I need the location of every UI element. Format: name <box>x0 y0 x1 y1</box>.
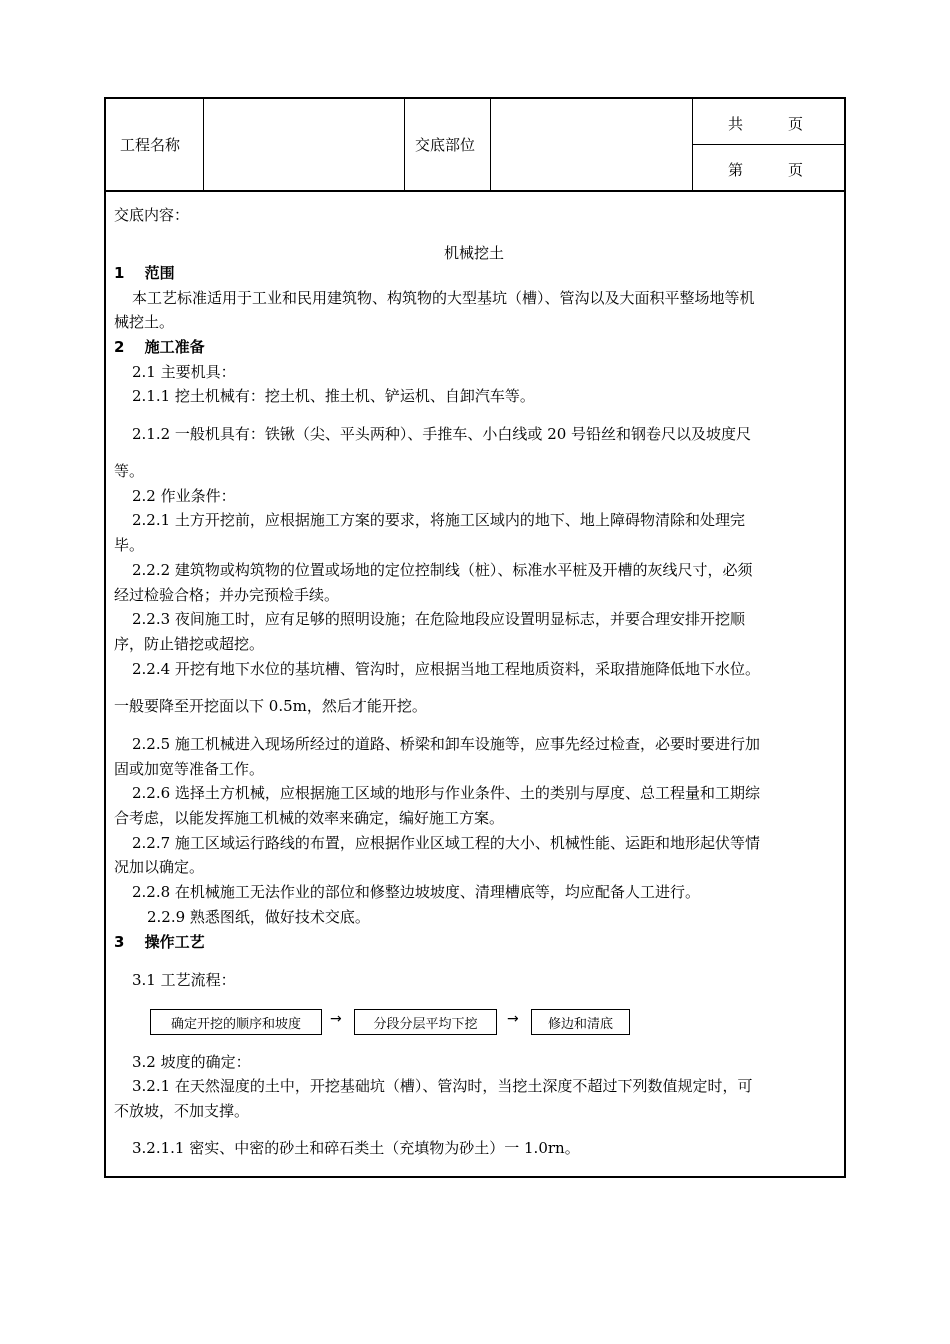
paragraph-line: 固或加宽等准备工作。 <box>114 760 265 778</box>
paragraph-line: 2.2.8 在机械施工无法作业的部位和修整边坡坡度、清理槽底等，均应配备人工进行。 <box>132 883 700 901</box>
header-col-divider-2 <box>404 97 405 191</box>
paragraph-line: 合考虑，以能发挥施工机械的效率来确定，编好施工方案。 <box>114 809 505 827</box>
disclosure-part-label: 交底部位 <box>415 135 476 154</box>
paragraph-line: 2.2.3 夜间施工时，应有足够的照明设施；在危险地段应设置明显标志，并要合理安排开挖顺 <box>132 610 745 628</box>
header-col-divider-1 <box>203 97 204 191</box>
paragraph-line: 2.1.2 一般机具有：铁锹（尖、平头两种）、手推车、小白线或 20 号铅丝和钢卷尺以及坡度尺 <box>132 425 752 443</box>
paragraph-line: 不放坡，不加支撑。 <box>114 1102 250 1120</box>
paragraph-line: 2.2.5 施工机械进入现场所经过的道路、桥梁和卸车设施等，应事先经过检查，必要时要进行加 <box>132 735 760 753</box>
paragraph-line: 3.2.1.1 密实、中密的砂土和碎石类土（充填物为砂土）一 1.0rn。 <box>132 1139 580 1157</box>
paragraph-line: 序，防止错挖或超挖。 <box>114 635 265 653</box>
header-col-divider-4 <box>692 97 693 191</box>
header-col-divider-3 <box>490 97 491 191</box>
paragraph-line: 3.2.1 在天然湿度的土中，开挖基础坑（槽）、管沟时，当挖土深度不超过下列数值规定时，可 <box>132 1077 753 1095</box>
section-heading: 3 操作工艺 <box>114 933 205 951</box>
paragraph-line: 2.2.2 建筑物或构筑物的位置或场地的定位控制线（桩）、标准水平桩及开槽的灰线尺寸，必须 <box>132 561 753 579</box>
paragraph-line: 经过检验合格；并办完预检手续。 <box>114 586 340 604</box>
page-cell-divider <box>692 144 846 145</box>
flow-arrow-icon: → <box>330 1011 342 1027</box>
paragraph-line: 械挖土。 <box>114 313 175 331</box>
paragraph-line: 3.1 工艺流程： <box>132 971 236 989</box>
paragraph-line: 2.2.7 施工区域运行路线的布置，应根据作业区域工程的大小、机械性能、运距和地形起伏等情 <box>132 834 760 852</box>
paragraph-line: 等。 <box>114 462 145 480</box>
document-title: 机械挖土 <box>444 244 505 262</box>
paragraph-line: 一般要降至开挖面以下 0.5m，然后才能开挖。 <box>114 697 427 715</box>
section-heading: 1 范围 <box>114 264 175 282</box>
section-heading: 2 施工准备 <box>114 338 205 356</box>
paragraph-line: 本工艺标准适用于工业和民用建筑物、构筑物的大型基坑（槽）、管沟以及大面积平整场地等机 <box>132 289 755 307</box>
flow-step-2: 分段分层平均下挖 <box>354 1009 497 1035</box>
paragraph-line: 2.2.4 开挖有地下水位的基坑槽、管沟时，应根据当地工程地质资料，采取措施降低地下水位。 <box>132 660 760 678</box>
flow-arrow-icon: → <box>507 1011 519 1027</box>
paragraph-line: 2.2 作业条件： <box>132 487 236 505</box>
paragraph-line: 2.2.9 熟悉图纸，做好技术交底。 <box>147 908 370 926</box>
paragraph-line: 2.1.1 挖土机械有：挖土机、推土机、铲运机、自卸汽车等。 <box>132 387 535 405</box>
paragraph-line: 2.2.6 选择土方机械，应根据施工区域的地形与作业条件、土的类别与厚度、总工程量和工期综 <box>132 784 760 802</box>
paragraph-line: 2.2.1 土方开挖前，应根据施工方案的要求，将施工区域内的地下、地上障碍物清除和处理完 <box>132 511 745 529</box>
paragraph-line: 毕。 <box>114 536 145 554</box>
paragraph-line: 3.2 坡度的确定： <box>132 1053 251 1071</box>
project-name-label: 工程名称 <box>120 135 181 154</box>
flow-step-3: 修边和清底 <box>531 1009 630 1035</box>
content-label: 交底内容： <box>114 206 190 224</box>
total-pages: 共 页 <box>728 114 804 133</box>
paragraph-line: 况加以确定。 <box>114 858 205 876</box>
paragraph-line: 2.1 主要机具： <box>132 363 236 381</box>
page-number: 第 页 <box>728 160 804 179</box>
flow-step-1: 确定开挖的顺序和坡度 <box>150 1009 322 1035</box>
